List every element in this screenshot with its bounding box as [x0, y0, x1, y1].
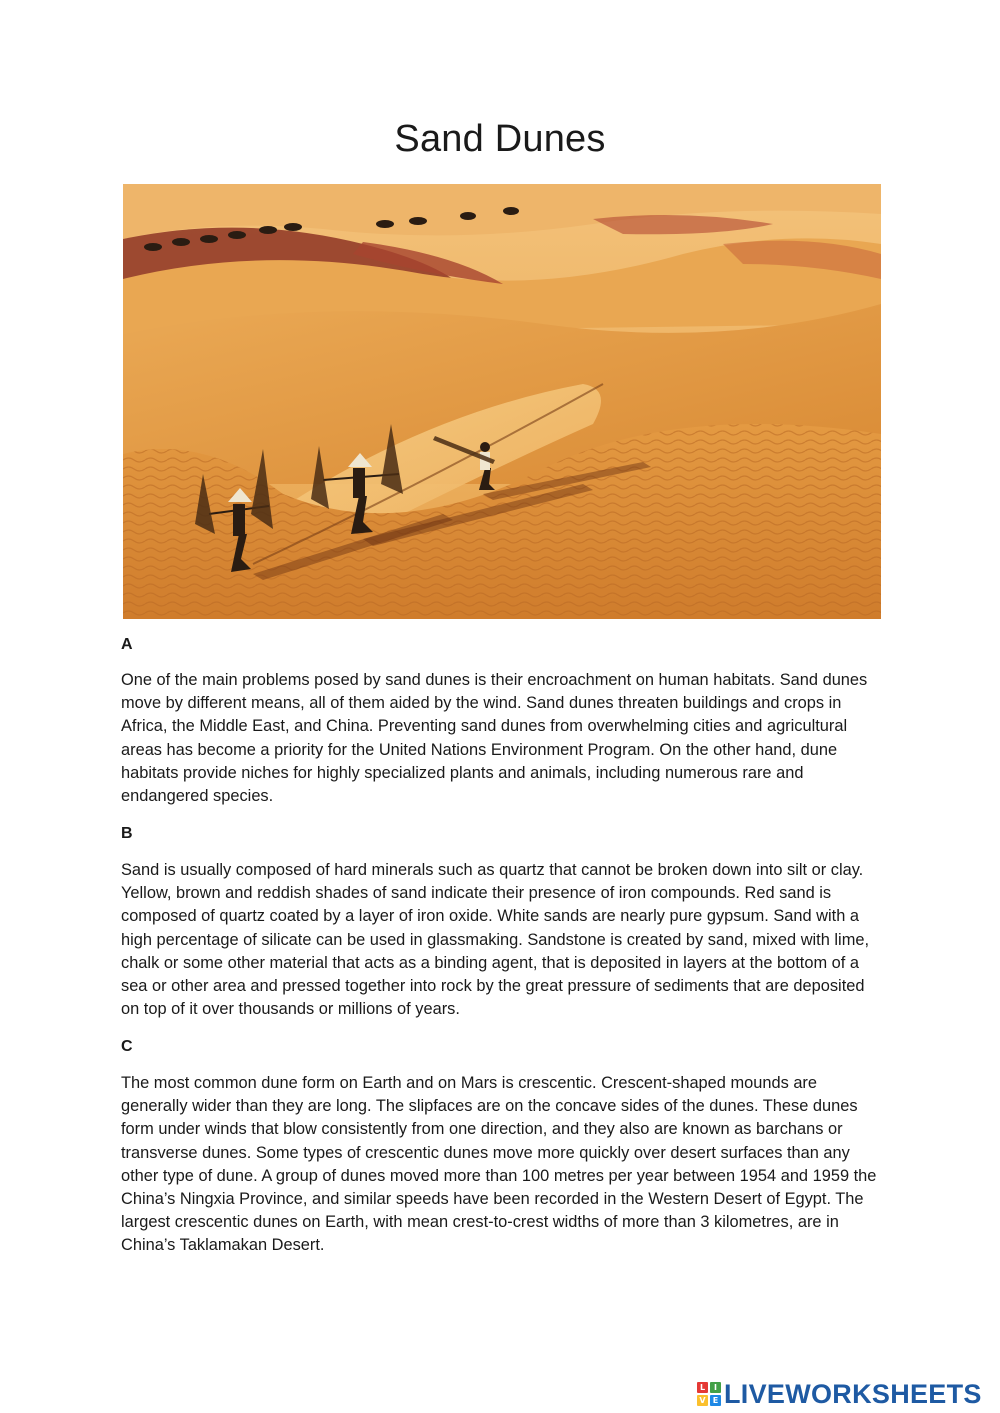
section-paragraph-a: One of the main problems posed by sand dunes is their encroachment on human habitats. Sand dunes move by different means, all of them aided by the wind. Sand dunes threaten buildings and crops in Africa, the Middle East, and China. Preventing sand dunes from overwhelming cities and agricultural areas has become a priority for the United Nations Environment Program. On the other hand, dune habitats provide niches for highly specialized plants and animals, including numerous rare and endangered species. — [121, 671, 868, 806]
mark-letter-l: L — [697, 1382, 708, 1393]
section-letter-a: A — [121, 636, 133, 653]
desert-dunes-photo — [123, 184, 881, 619]
section-letter-b: B — [121, 825, 133, 842]
section-paragraph-c: The most common dune form on Earth and on Mars is crescentic. Crescent-shaped mounds are generally wider than they are long. The slipfaces are on the concave sides of the dunes. These dunes form under winds that blow consistently from one direction, and they also are known as barchans or transverse dunes. Some types of crescentic dunes move more quickly over desert surfaces than any other type of dune. A group of dunes moved more than 100 metres per year between 1954 and 1959 the China’s Ningxia Province, and similar speeds have been recorded in the Western Desert of Egypt. The largest crescentic dunes on Earth, with mean crest-to-crest widths of more than 3 kilometres, are in China’s Taklamakan Desert. — [121, 1074, 877, 1255]
section-letter-c: C — [121, 1038, 133, 1055]
desert-dunes-illustration — [123, 184, 881, 619]
page-title: Sand Dunes — [394, 118, 606, 160]
mark-letter-v: V — [697, 1395, 708, 1406]
mark-letter-i: I — [710, 1382, 721, 1393]
liveworksheets-logo[interactable] — [697, 1378, 982, 1410]
mark-letter-e: E — [710, 1395, 721, 1406]
liveworksheets-mark-icon — [697, 1382, 721, 1406]
section-paragraph-b: Sand is usually composed of hard minerals such as quartz that cannot be broken down into silt or clay. Yellow, brown and reddish shades of sand indicate their presence of iron compounds. Red sand is composed of quartz coated by a layer of iron oxide. White sands are nearly pure gypsum. Sand with a high percentage of silicate can be used in glassmaking. Sandstone is created by sand, mixed with lime, chalk or some other material that acts as a binding agent, that is deposited in layers at the bottom of a sea or other area and pressed together into rock by the great pressure of sediments that are deposited on top of it over thousands or millions of years. — [121, 861, 870, 1019]
liveworksheets-wordmark: LIVEWORKSHEETS — [724, 1378, 982, 1409]
